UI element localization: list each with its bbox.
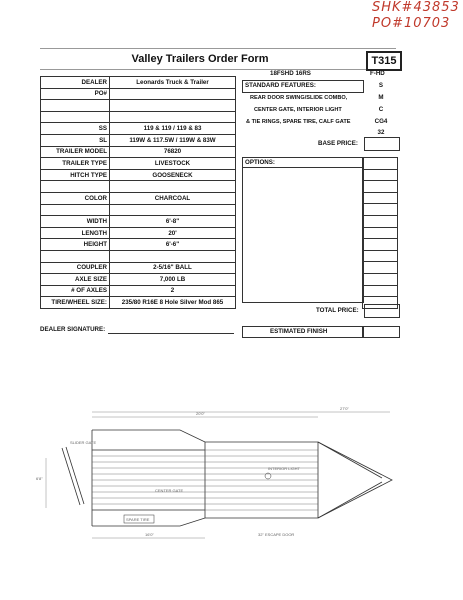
row-label: SL <box>41 134 110 146</box>
escape-door-label: 32" ESCAPE DOOR <box>258 532 295 537</box>
estimated-finish-field[interactable] <box>362 326 400 338</box>
total-price-label: TOTAL PRICE: <box>316 307 359 314</box>
option-price-cell[interactable] <box>362 170 398 182</box>
slider-gate-label: SLIDER GATE <box>70 440 97 445</box>
row-value[interactable]: 6'-8" <box>110 216 236 228</box>
option-price-cell[interactable] <box>362 158 398 170</box>
overall-length-label: 27'0" <box>340 406 349 411</box>
row-label: TRAILER MODEL <box>41 146 110 158</box>
row-value[interactable]: Leonards Truck & Trailer <box>110 77 236 89</box>
form-row <box>41 239 236 251</box>
box-length-label: 20'0" <box>196 411 205 416</box>
row-label <box>41 204 110 216</box>
total-price-field[interactable] <box>364 304 400 318</box>
handwritten-stock-number: SHK#43853 <box>372 0 460 15</box>
center-gate-label: CENTER GATE <box>155 488 184 493</box>
feature-line-3: & TIE RINGS, SPARE TIRE, CALF GATE <box>246 119 351 125</box>
option-price-cell[interactable] <box>362 204 398 216</box>
dealer-signature-label: DEALER SIGNATURE: <box>40 326 106 333</box>
form-row <box>41 111 236 123</box>
form-row <box>41 77 236 89</box>
row-value[interactable] <box>110 204 236 216</box>
form-row <box>41 158 236 170</box>
form-row <box>41 146 236 158</box>
options-box <box>242 157 364 303</box>
form-code: T315 <box>366 51 402 71</box>
form-row <box>41 274 236 286</box>
row-value[interactable]: 76820 <box>110 146 236 158</box>
row-label <box>41 250 110 262</box>
feature-code: M <box>378 94 384 101</box>
form-row <box>41 88 236 100</box>
option-price-cell[interactable] <box>362 262 398 274</box>
row-value[interactable]: GOOSENECK <box>110 169 236 181</box>
form-row <box>41 297 236 309</box>
form-row <box>41 250 236 262</box>
option-price-cell[interactable] <box>362 251 398 263</box>
row-label: AXLE SIZE <box>41 274 110 286</box>
option-price-cell[interactable] <box>362 216 398 228</box>
feature-line-1: REAR DOOR SWING/SLIDE COMBO, <box>250 95 348 101</box>
feature-code: S <box>378 82 384 89</box>
row-label <box>41 111 110 123</box>
row-value[interactable]: 2-5/16" BALL <box>110 262 236 274</box>
form-row <box>41 169 236 181</box>
trailer-floor-plan <box>0 400 463 560</box>
row-label: DEALER <box>41 77 110 89</box>
row-label: COUPLER <box>41 262 110 274</box>
handwritten-po-number: PO#10703 <box>372 16 451 31</box>
option-price-cell[interactable] <box>362 181 398 193</box>
row-value[interactable]: 7,000 LB <box>110 274 236 286</box>
row-label <box>41 100 110 112</box>
feature-line-2: CENTER GATE, INTERIOR LIGHT <box>254 107 342 113</box>
base-price-label: BASE PRICE: <box>318 140 358 147</box>
row-label: HEIGHT <box>41 239 110 251</box>
form-row <box>41 285 236 297</box>
form-row <box>41 227 236 239</box>
row-label: COLOR <box>41 192 110 204</box>
form-row <box>41 181 236 193</box>
width-dimension-label: 6'8" <box>36 476 43 481</box>
form-row <box>41 134 236 146</box>
option-price-cell[interactable] <box>362 274 398 286</box>
row-label: HITCH TYPE <box>41 169 110 181</box>
row-value[interactable]: 119W & 117.5W / 119W & 83W <box>110 134 236 146</box>
standard-features-label: STANDARD FEATURES: <box>245 82 316 89</box>
form-title: Valley Trailers Order Form <box>131 53 269 65</box>
row-value[interactable] <box>110 88 236 100</box>
floor-length-label: 16'0" <box>145 532 154 537</box>
row-label: PO# <box>41 88 110 100</box>
option-price-cell[interactable] <box>362 239 398 251</box>
form-row <box>41 192 236 204</box>
row-value[interactable]: 235/80 R16E 8 Hole Silver Mod 865 <box>110 297 236 309</box>
form-row <box>41 100 236 112</box>
spare-tire-label: SPARE TIRE <box>126 517 150 522</box>
row-label: TRAILER TYPE <box>41 158 110 170</box>
option-price-cell[interactable] <box>362 228 398 240</box>
row-label: SS <box>41 123 110 135</box>
model-line: 18FSHD 16RS <box>270 70 311 77</box>
slider-gate-drawing <box>62 447 84 505</box>
options-divider <box>242 167 362 168</box>
row-value[interactable]: 2 <box>110 285 236 297</box>
interior-light-label: INTERIOR LIGHT <box>268 466 301 471</box>
feature-code: CG4 <box>374 118 388 125</box>
row-value[interactable]: 119 & 119 / 119 & 83 <box>110 123 236 135</box>
row-label: # OF AXLES <box>41 285 110 297</box>
row-value[interactable]: 6'-6" <box>110 239 236 251</box>
form-row <box>41 204 236 216</box>
row-value[interactable] <box>110 181 236 193</box>
feature-code: 32 <box>377 129 385 136</box>
row-value[interactable] <box>110 111 236 123</box>
feature-code: C <box>378 106 384 113</box>
row-label: TIRE/WHEEL SIZE: <box>41 297 110 309</box>
row-label: WIDTH <box>41 216 110 228</box>
form-row <box>41 216 236 228</box>
dealer-signature-line[interactable] <box>108 333 234 334</box>
options-label: OPTIONS: <box>245 159 275 166</box>
base-price-field[interactable] <box>364 137 400 151</box>
form-row <box>41 262 236 274</box>
estimated-finish-label: ESTIMATED FINISH <box>270 328 328 335</box>
row-label <box>41 181 110 193</box>
option-price-cell[interactable] <box>362 193 398 205</box>
fhd-label: F-HD <box>370 70 385 77</box>
option-price-cell[interactable] <box>362 286 398 298</box>
row-value[interactable] <box>110 100 236 112</box>
order-details-table <box>40 76 236 309</box>
row-value[interactable] <box>110 250 236 262</box>
row-value[interactable]: 20' <box>110 227 236 239</box>
form-row <box>41 123 236 135</box>
trailer-outline <box>92 430 392 526</box>
options-price-column <box>362 157 398 309</box>
row-label: LENGTH <box>41 227 110 239</box>
row-value[interactable]: LIVESTOCK <box>110 158 236 170</box>
row-value[interactable]: CHARCOAL <box>110 192 236 204</box>
